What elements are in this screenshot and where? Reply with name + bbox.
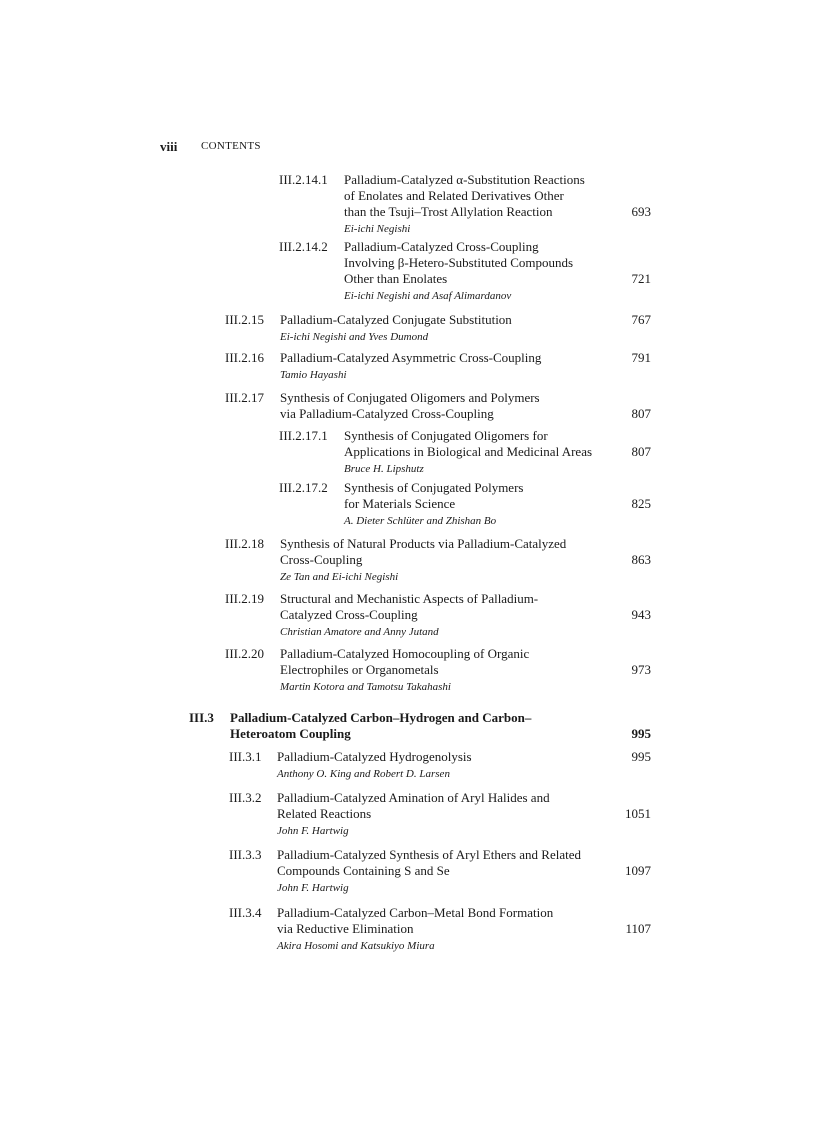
running-title: CONTENTS <box>201 140 261 152</box>
entry-page-number: 1097 <box>625 863 651 878</box>
entry-authors: Ei-ichi Negishi and Asaf Alimardanov <box>344 290 512 302</box>
entry-title-line: Palladium-Catalyzed Asymmetric Cross-Coupling <box>280 350 542 365</box>
entry-title-line: Cross-Coupling <box>280 552 363 567</box>
entry-title-line: Compounds Containing S and Se <box>277 863 450 878</box>
entry-page-number: 693 <box>631 204 651 219</box>
entry-title <box>344 172 585 236</box>
entry-title-line: via Reductive Elimination <box>277 921 414 936</box>
entry-number: III.3.4 <box>229 905 262 920</box>
entry-title-line: via Palladium-Catalyzed Cross-Coupling <box>280 406 494 421</box>
entry-title <box>230 710 531 742</box>
entry-title-line: Synthesis of Conjugated Oligomers for <box>344 428 548 443</box>
entry-title-line: Other than Enolates <box>344 271 448 286</box>
entry-number: III.2.14.2 <box>279 239 328 254</box>
entry-title-line: Synthesis of Conjugated Oligomers and Polymers <box>280 390 540 405</box>
entry-title <box>280 646 529 694</box>
entry-page-number: 791 <box>631 350 651 365</box>
entry-page-number: 995 <box>631 726 651 741</box>
entry-authors: Ei-ichi Negishi and Yves Dumond <box>280 331 429 343</box>
entry-title-line: Synthesis of Natural Products via Palladium-Catalyzed <box>280 536 567 551</box>
entry-title <box>280 350 541 382</box>
entry-number: III.3.3 <box>229 847 262 862</box>
entry-number: III.2.19 <box>225 591 264 606</box>
entry-page-number: 943 <box>631 607 651 622</box>
entry-page-number: 995 <box>631 749 651 764</box>
entry-title-line: Heteroatom Coupling <box>230 726 351 741</box>
entry-number: III.2.17 <box>225 390 264 405</box>
entry-page-number: 1107 <box>625 921 651 936</box>
entry-number: III.2.17.2 <box>279 480 328 495</box>
entry-number: III.3.1 <box>229 749 262 764</box>
entry-title <box>280 312 512 344</box>
entry-title-line: Palladium-Catalyzed Carbon–Metal Bond Formation <box>277 905 554 920</box>
entry-title-line: Palladium-Catalyzed Hydrogenolysis <box>277 749 472 764</box>
entry-title <box>280 536 566 584</box>
entry-authors: A. Dieter Schlüter and Zhishan Bo <box>344 515 497 527</box>
page-number: viii <box>160 139 178 154</box>
entry-page-number: 807 <box>631 406 651 421</box>
entry-page-number: 721 <box>631 271 651 286</box>
entry-title <box>280 591 538 639</box>
entry-title-line: Applications in Biological and Medicinal Areas <box>344 444 593 459</box>
entry-authors: John F. Hartwig <box>277 825 349 837</box>
entry-title-line: Palladium-Catalyzed Homocoupling of Organic <box>280 646 530 661</box>
entry-title-line: Palladium-Catalyzed Conjugate Substitution <box>280 312 512 327</box>
entry-number: III.2.20 <box>225 646 264 661</box>
entry-title <box>277 847 581 895</box>
entry-title-line: Synthesis of Conjugated Polymers <box>344 480 524 495</box>
entry-title <box>277 749 472 781</box>
entry-page-number: 973 <box>631 662 651 677</box>
entry-number: III.2.16 <box>225 350 264 365</box>
entry-number: III.2.17.1 <box>279 428 328 443</box>
entry-title <box>344 428 592 476</box>
entry-page-number: 807 <box>631 444 651 459</box>
entry-title-line: Palladium-Catalyzed Synthesis of Aryl Ethers and Related <box>277 847 581 862</box>
entry-authors: Akira Hosomi and Katsukiyo Miura <box>277 940 435 952</box>
entry-title-line: Involving β-Hetero-Substituted Compounds <box>344 255 574 270</box>
entry-page-number: 767 <box>631 312 651 327</box>
entry-title-line: for Materials Science <box>344 496 456 511</box>
entry-title <box>277 790 550 838</box>
entry-number: III.3.2 <box>229 790 262 805</box>
entry-authors: Christian Amatore and Anny Jutand <box>280 626 439 638</box>
entry-title-line: Palladium-Catalyzed Amination of Aryl Halides and <box>277 790 550 805</box>
entry-authors: Anthony O. King and Robert D. Larsen <box>277 768 450 780</box>
entry-title-line: of Enolates and Related Derivatives Other <box>344 188 564 203</box>
entry-page-number: 1051 <box>625 806 651 821</box>
entry-page-number: 825 <box>631 496 651 511</box>
entry-number: III.2.14.1 <box>279 172 328 187</box>
entry-authors: Tamio Hayashi <box>280 369 347 381</box>
entry-authors: Ze Tan and Ei-ichi Negishi <box>280 571 399 583</box>
entry-authors: John F. Hartwig <box>277 882 349 894</box>
entry-authors: Bruce H. Lipshutz <box>344 463 424 475</box>
entry-title-line: Palladium-Catalyzed Carbon–Hydrogen and Carbon– <box>230 710 532 725</box>
entry-number: III.2.15 <box>225 312 264 327</box>
entry-title-line: Palladium-Catalyzed α-Substitution Reactions <box>344 172 585 187</box>
entry-title-line: Electrophiles or Organometals <box>280 662 439 677</box>
entry-title-line: Catalyzed Cross-Coupling <box>280 607 418 622</box>
entry-title <box>344 239 573 303</box>
entry-title <box>280 390 540 422</box>
entry-title-line: Related Reactions <box>277 806 372 821</box>
entry-title <box>344 480 523 528</box>
entry-number: III.2.18 <box>225 536 264 551</box>
entry-authors: Ei-ichi Negishi <box>344 223 411 235</box>
entry-title-line: Structural and Mechanistic Aspects of Palladium- <box>280 591 539 606</box>
entry-authors: Martin Kotora and Tamotsu Takahashi <box>280 681 451 693</box>
entry-title-line: Palladium-Catalyzed Cross-Coupling <box>344 239 539 254</box>
entry-title <box>277 905 553 953</box>
entry-title-line: than the Tsuji–Trost Allylation Reaction <box>344 204 553 219</box>
entry-page-number: 863 <box>631 552 651 567</box>
entry-number: III.3 <box>189 710 214 725</box>
